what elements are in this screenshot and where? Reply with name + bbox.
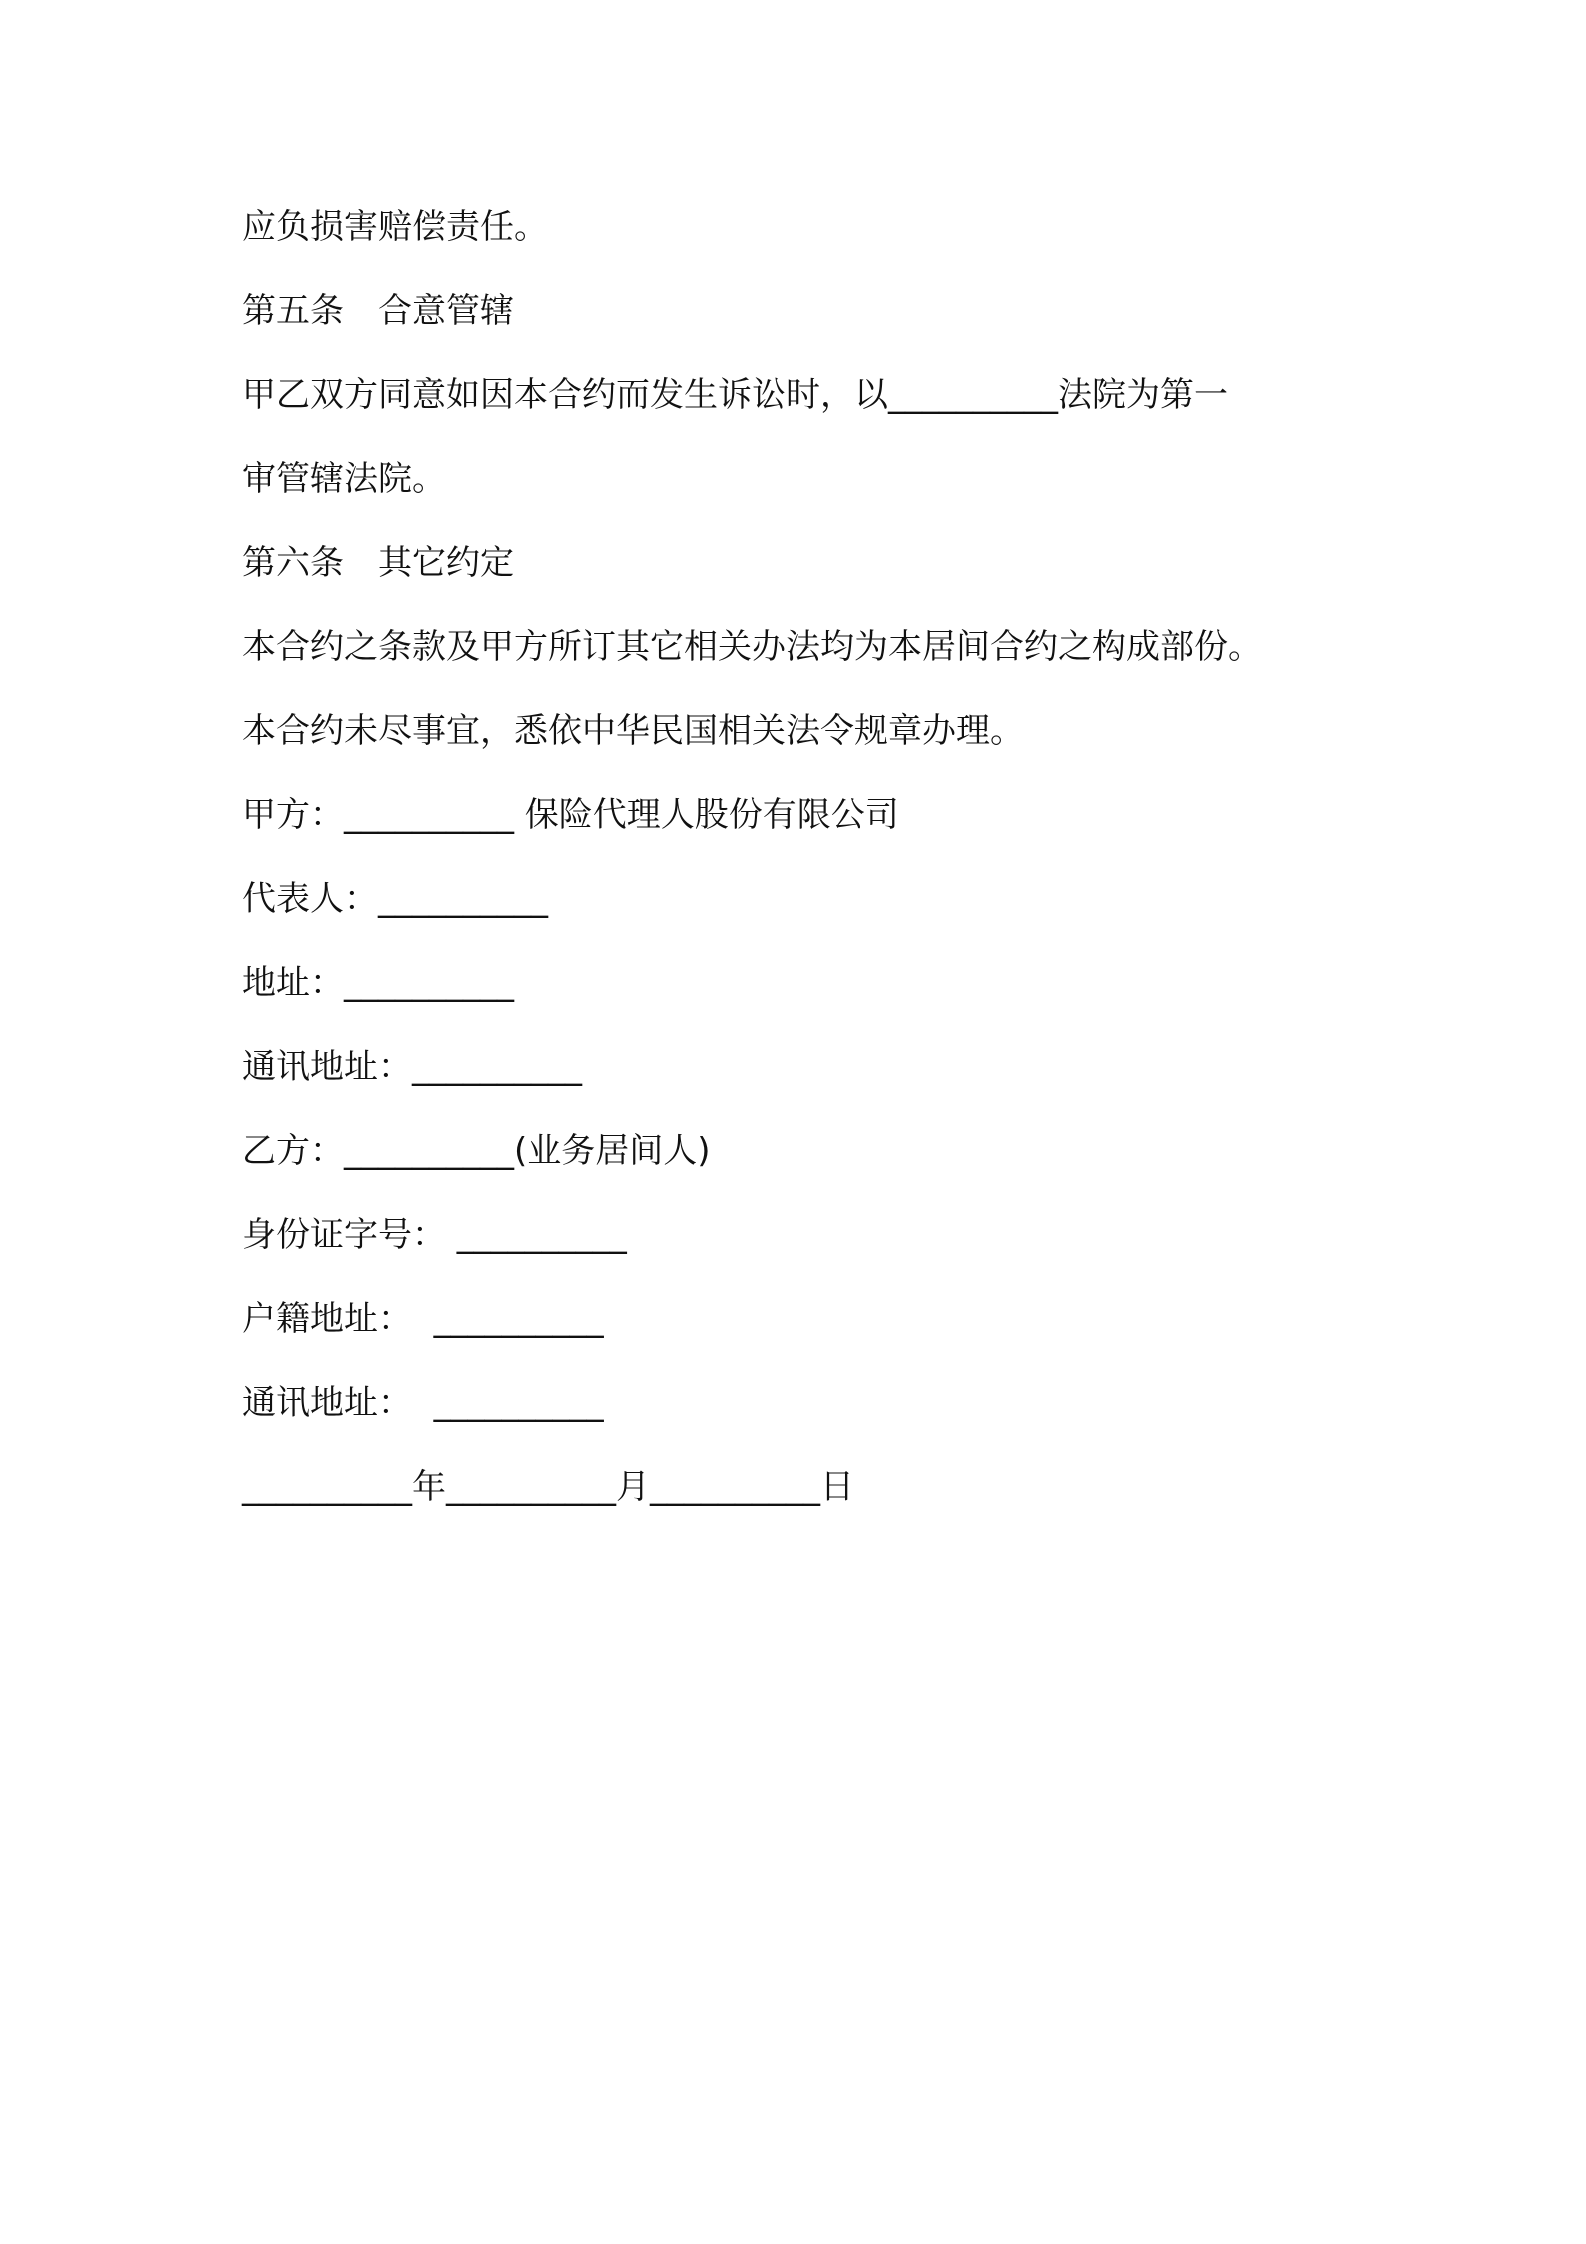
- article-5-text-line-1: 甲乙双方同意如因本合约而发生诉讼时，以__________法院为第一: [242, 375, 1228, 415]
- party-a-line: 甲方：__________ 保险代理人股份有限公司: [242, 795, 899, 835]
- party-b-line: 乙方：__________(业务居间人): [242, 1131, 711, 1171]
- article-6-text-line-1: 本合约之条款及甲方所订其它相关办法均为本居间合约之构成部份。: [242, 627, 1262, 667]
- clause-continuation-liability: 应负损害赔偿责任。: [242, 207, 548, 247]
- representative-line: 代表人：__________: [242, 879, 548, 919]
- article-5-text-line-2: 审管辖法院。: [242, 459, 446, 499]
- article-6-text-line-2: 本合约未尽事宜，悉依中华民国相关法令规章办理。: [242, 711, 1024, 751]
- mailing-address-line-party-b: 通讯地址： __________: [242, 1383, 604, 1423]
- article-5-heading: 第五条 合意管辖: [242, 291, 514, 331]
- date-line: __________年__________月__________日: [242, 1467, 854, 1507]
- mailing-address-line: 通讯地址：__________: [242, 1047, 582, 1087]
- article-6-heading: 第六条 其它约定: [242, 543, 514, 583]
- address-line: 地址：__________: [242, 963, 514, 1003]
- household-address-line: 户籍地址： __________: [242, 1299, 604, 1339]
- id-number-line: 身份证字号： __________: [242, 1215, 627, 1255]
